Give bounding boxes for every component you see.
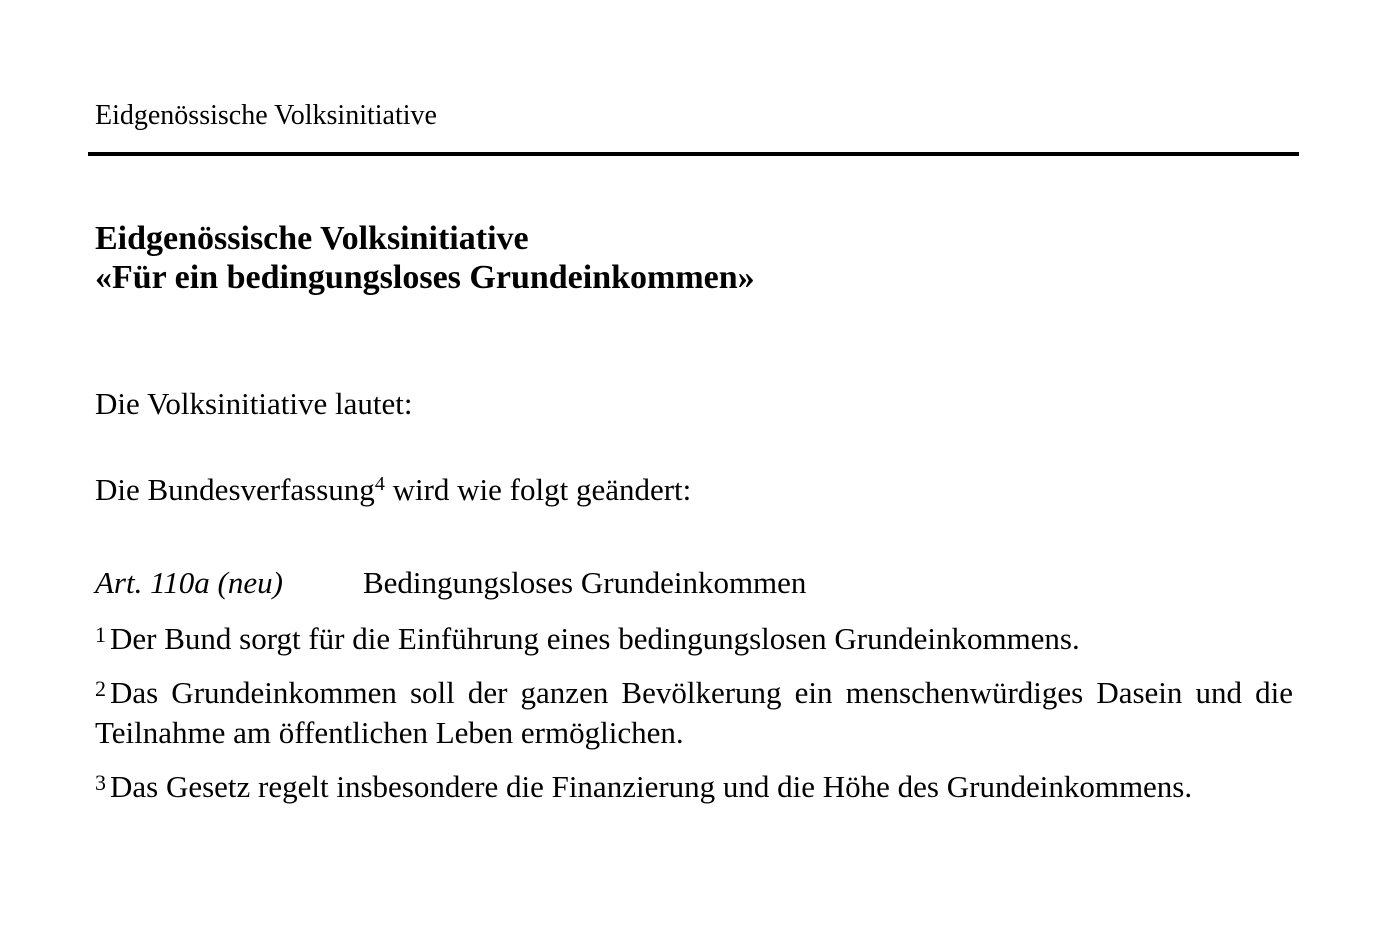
article-paragraph-1: [95, 619, 1293, 659]
header-rule: [88, 152, 1299, 156]
paragraph-text: Das Grundeinkommen soll der ganzen Bevölkerung ein menschenwürdiges Dasein und die Teilnahme am öffentlichen Leben ermöglichen.: [95, 675, 1293, 750]
paragraph-text: Das Gesetz regelt insbesondere die Finanzierung und die Höhe des Grundeinkommens.: [110, 769, 1193, 804]
paragraph-number: 3: [95, 770, 106, 795]
article-paragraph-2: [95, 673, 1293, 753]
amendment-statement: [95, 472, 691, 508]
running-header: Eidgenössische Volksinitiative: [95, 100, 437, 131]
paragraph-number: 1: [95, 622, 106, 647]
paragraph-text: Der Bund sorgt für die Einführung eines bedingungslosen Grundeinkommens.: [110, 621, 1080, 656]
amendment-text-rest: wird wie folgt geändert:: [384, 472, 692, 507]
amendment-text: Die Bundesverfassung: [95, 472, 375, 507]
article-heading: [95, 565, 806, 601]
article-paragraph-3: [95, 767, 1293, 807]
footnote-marker: 4: [374, 473, 385, 495]
title-line-1: Eidgenössische Volksinitiative: [95, 220, 529, 257]
article-reference: Art. 110a (neu): [95, 565, 283, 600]
intro-statement: Die Volksinitiative lautet:: [95, 386, 413, 421]
title-line-2: «Für ein bedingungsloses Grundeinkommen»: [95, 259, 755, 296]
article-title: Bedingungsloses Grundeinkommen: [363, 565, 807, 600]
paragraph-number: 2: [95, 676, 106, 701]
document-title: [95, 219, 755, 297]
